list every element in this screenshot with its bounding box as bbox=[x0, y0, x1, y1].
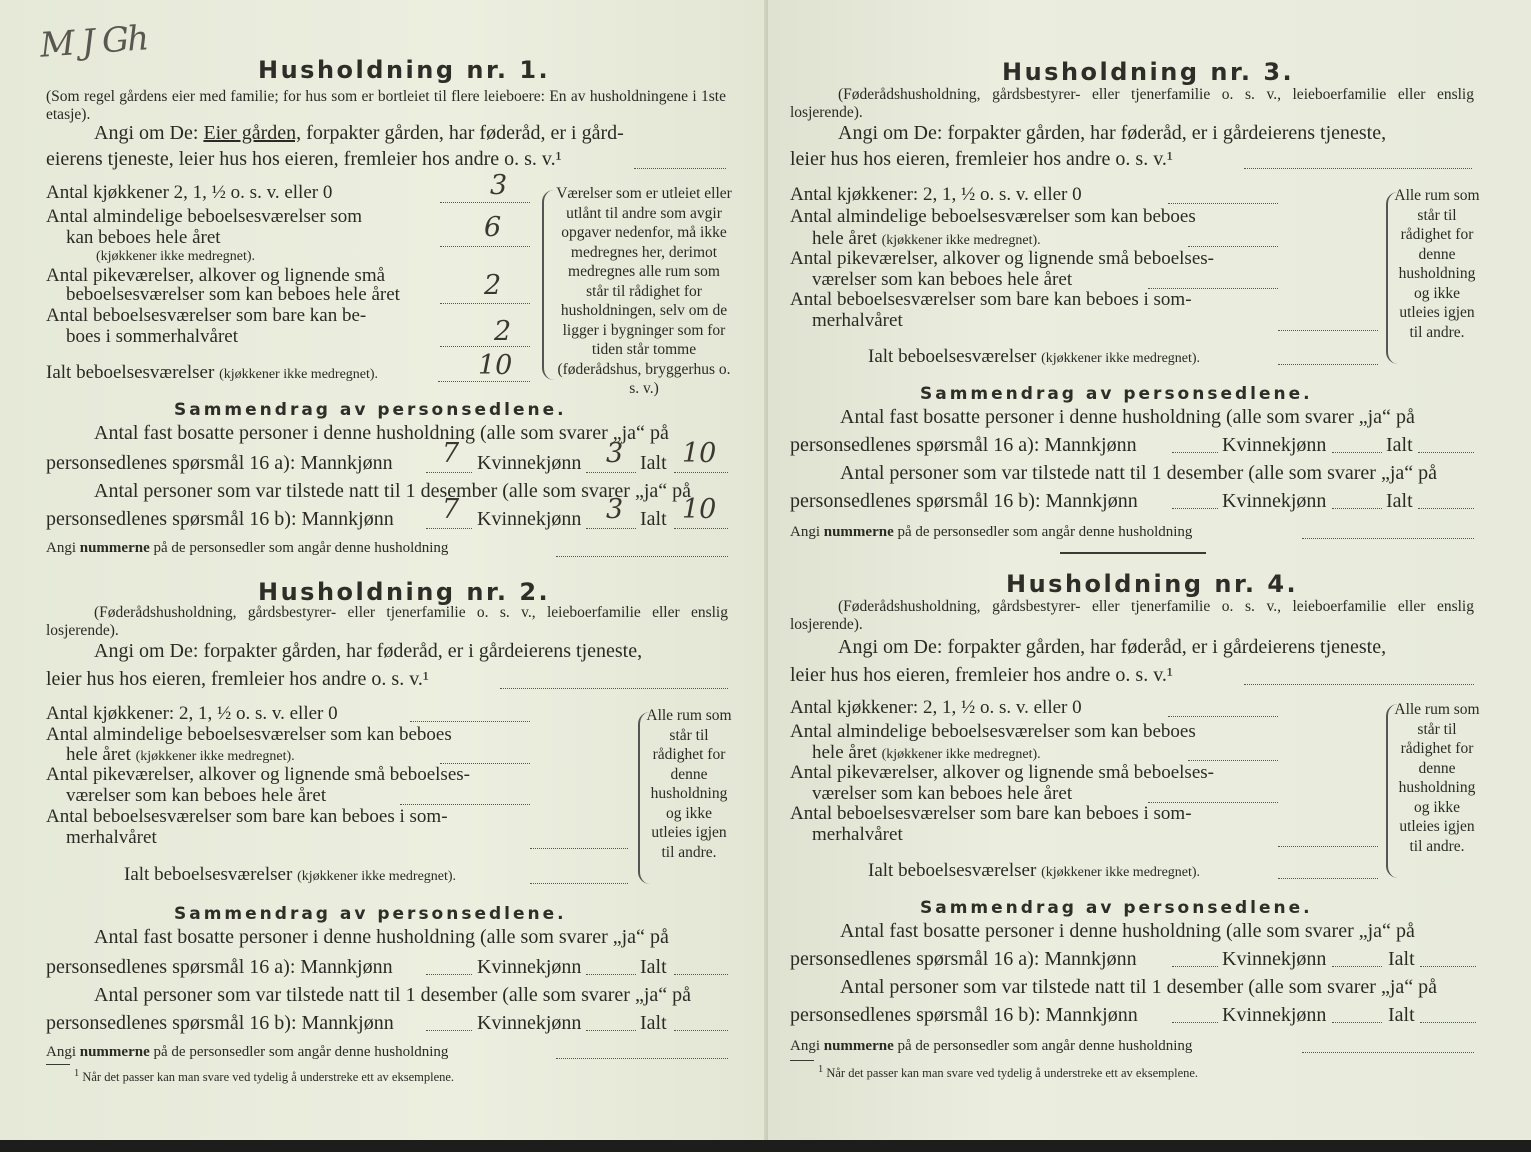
h3-fast-kvinne-line[interactable] bbox=[1332, 452, 1382, 453]
h3-angi-answer-line[interactable] bbox=[1244, 168, 1472, 169]
h4-angi-line1 bbox=[838, 636, 1386, 659]
footnote-left bbox=[74, 1068, 454, 1085]
h1-alm-label-a: Antal almindelige beboelsesværelser som bbox=[46, 206, 363, 227]
h2-nummer-line bbox=[46, 1044, 448, 1061]
h3-sommer-a: Antal beboelsesværelser som bare kan beboes i som- bbox=[790, 289, 1192, 310]
h1-nummer-line bbox=[46, 540, 448, 557]
household-1-title: Husholdning nr. 1. bbox=[258, 56, 551, 84]
alm-b: hele året bbox=[812, 228, 877, 249]
h3-nummer-line bbox=[790, 524, 1192, 541]
right-page bbox=[768, 0, 1531, 1140]
h2-kjokken-line[interactable] bbox=[410, 721, 530, 722]
h1-alm-label-c: (kjøkkener ikke medregnet). bbox=[96, 249, 255, 264]
h4-sommer-b: merhalvåret bbox=[812, 824, 903, 845]
h4-natt-kvinne-line[interactable] bbox=[1332, 1022, 1382, 1023]
h4-kjokken-label: Antal kjøkkener: 2, 1, ½ o. s. v. eller 0 bbox=[790, 697, 1082, 718]
nummer-a: Angi bbox=[46, 540, 76, 556]
h1-kjokken-answer: 3 bbox=[490, 170, 508, 201]
alm-paren: (kjøkkener ikke medregnet). bbox=[135, 749, 295, 764]
nummer-b: nummerne bbox=[823, 524, 894, 540]
h1-angi-answer-line[interactable] bbox=[634, 168, 726, 169]
angi-prefix: Angi om De: bbox=[838, 636, 943, 658]
h1-fast-kvinne-label: Kvinnekjønn bbox=[477, 452, 582, 474]
h1-sommer-answer: 2 bbox=[494, 316, 512, 347]
h2-natt-line1: Antal personer som var tilstede natt til 1 desember (alle som svarer „ja“ på bbox=[94, 984, 692, 1006]
h1-fast-line1: Antal fast bosatte personer i denne husholdning (alle som svarer „ja“ på bbox=[94, 422, 669, 444]
h4-nummer-answer-line[interactable] bbox=[1302, 1052, 1474, 1053]
h1-angi-line2: eierens tjeneste, leier hus hos eieren, fremleier hos andre o. s. v.¹ bbox=[46, 148, 562, 170]
h2-fast-ialt-line[interactable] bbox=[674, 974, 728, 975]
household-2-title: Husholdning nr. 2. bbox=[258, 578, 551, 606]
h1-ialt-rom-line[interactable] bbox=[438, 381, 530, 382]
h4-nummer-line bbox=[790, 1038, 1192, 1055]
h3-sommer-b: merhalvåret bbox=[812, 310, 903, 331]
h4-fast-ialt-line[interactable] bbox=[1420, 966, 1476, 967]
household-1-intro: (Som regel gårdens eier med familie; for hus som er bortleiet til flere leieboere: En av husholdningene i 1ste etasje). bbox=[46, 88, 726, 123]
h4-alm-b bbox=[812, 742, 1041, 764]
h3-alm-b bbox=[812, 228, 1041, 250]
h1-fast-ialt-answer: 10 bbox=[682, 438, 717, 469]
margin-handwritten-mark: M J Gh bbox=[38, 18, 149, 66]
footnote-mark: 1 bbox=[818, 1064, 824, 1075]
nummer-c: på de personsedler som angår denne husholdning bbox=[897, 524, 1193, 540]
fast-mann-label: personsedlenes spørsmål 16 a): Mannkjønn bbox=[46, 452, 393, 474]
h4-natt-ialt-label: Ialt bbox=[1388, 1004, 1415, 1026]
h1-kjokken-line[interactable] bbox=[440, 202, 530, 203]
h3-natt-line1: Antal personer som var tilstede natt til 1 desember (alle som svarer „ja“ på bbox=[840, 462, 1438, 484]
footnote-rule-left bbox=[46, 1064, 70, 1065]
h1-angi-line1 bbox=[94, 122, 624, 145]
h1-fast-kvinne-line[interactable] bbox=[586, 472, 636, 473]
h1-sommer-line[interactable] bbox=[440, 346, 530, 347]
h3-natt-kvinne-label: Kvinnekjønn bbox=[1222, 490, 1327, 512]
section-divider bbox=[1060, 552, 1206, 554]
h2-ialt-rom-line[interactable] bbox=[530, 883, 628, 884]
h2-pike-a: Antal pikeværelser, alkover og lignende små beboelses- bbox=[46, 764, 470, 785]
h4-natt-line2: personsedlenes spørsmål 16 b): Mannkjønn bbox=[790, 1004, 1138, 1026]
h3-sommer-line[interactable] bbox=[1278, 330, 1378, 331]
household-3-intro: (Føderådshusholdning, gårdsbestyrer- eller tjenerfamilie o. s. v., leieboerfamilie eller enslig losjerende). bbox=[790, 86, 1474, 121]
h4-side-note: Alle rum som står til rådighet for denne husholdning og ikke utleies igjen til andre. bbox=[1394, 701, 1480, 855]
h1-fast-line2 bbox=[46, 452, 393, 475]
alm-paren: (kjøkkener ikke medregnet). bbox=[881, 747, 1041, 762]
h4-fast-line1: Antal fast bosatte personer i denne husholdning (alle som svarer „ja“ på bbox=[840, 920, 1415, 942]
h2-nummer-answer-line[interactable] bbox=[556, 1058, 728, 1059]
h3-fast-line2: personsedlenes spørsmål 16 a): Mannkjønn bbox=[790, 434, 1137, 456]
h3-angi-line2: leier hus hos eieren, fremleier hos andre o. s. v.¹ bbox=[790, 148, 1173, 170]
ialt-rom-label: Ialt beboelsesværelser bbox=[868, 346, 1037, 367]
nummer-a: Angi bbox=[790, 524, 820, 540]
ialt-rom-label: Ialt beboelsesværelser bbox=[868, 860, 1037, 881]
h3-natt-mann-line[interactable] bbox=[1172, 508, 1218, 509]
h3-fast-ialt-label: Ialt bbox=[1386, 434, 1413, 456]
h3-natt-line2: personsedlenes spørsmål 16 b): Mannkjønn bbox=[790, 490, 1138, 512]
h1-angi-eier-underlined: Eier gården, bbox=[203, 122, 302, 144]
footnote-right bbox=[818, 1064, 1198, 1081]
h3-sammendrag-title: Sammendrag av personsedlene. bbox=[920, 384, 1313, 404]
h1-kjokken-label: Antal kjøkkener 2, 1, ½ o. s. v. eller 0 bbox=[46, 182, 333, 203]
h4-fast-line2: personsedlenes spørsmål 16 a): Mannkjønn bbox=[790, 948, 1137, 970]
h3-angi-line1 bbox=[838, 122, 1386, 145]
h2-sommer-line[interactable] bbox=[530, 848, 628, 849]
h4-ialt-rom bbox=[868, 860, 1200, 882]
h3-pike-a: Antal pikeværelser, alkover og lignende små beboelses- bbox=[790, 248, 1214, 269]
h1-fast-ialt-line[interactable] bbox=[674, 472, 728, 473]
angi-prefix: Angi om De: bbox=[94, 640, 199, 662]
nummer-c: på de personsedler som angår denne husholdning bbox=[153, 1044, 449, 1060]
h3-alm-a: Antal almindelige beboelsesværelser som kan beboes bbox=[790, 206, 1196, 227]
h2-natt-kvinne-label: Kvinnekjønn bbox=[477, 1012, 582, 1034]
h1-alm-label-b: kan beboes hele året bbox=[66, 227, 221, 248]
ialt-rom-paren: (kjøkkener ikke medregnet). bbox=[1041, 865, 1201, 880]
h3-pike-b: værelser som kan beboes hele året bbox=[812, 269, 1073, 290]
nummer-a: Angi bbox=[46, 1044, 76, 1060]
h3-natt-kvinne-line[interactable] bbox=[1332, 508, 1382, 509]
h3-fast-kvinne-label: Kvinnekjønn bbox=[1222, 434, 1327, 456]
h2-ialt-rom bbox=[124, 864, 456, 886]
h4-ialt-rom-line[interactable] bbox=[1278, 878, 1378, 879]
h1-ialt-rom bbox=[46, 362, 378, 384]
h4-kjokken-line[interactable] bbox=[1168, 716, 1278, 717]
footnote-text: Når det passer kan man svare ved tydelig å understreke ett av eksemplene. bbox=[82, 1070, 455, 1085]
h1-pike-label-b: beboelsesværelser som kan beboes hele året bbox=[66, 284, 400, 305]
h3-nummer-answer-line[interactable] bbox=[1302, 538, 1474, 539]
alm-paren: (kjøkkener ikke medregnet). bbox=[881, 233, 1041, 248]
h1-sommer-label-a: Antal beboelsesværelser som bare kan be- bbox=[46, 305, 367, 326]
h1-natt-mann-line[interactable] bbox=[426, 528, 472, 529]
h1-natt-line2: personsedlenes spørsmål 16 b): Mannkjønn bbox=[46, 508, 394, 530]
h1-natt-ialt-label: Ialt bbox=[640, 508, 667, 530]
h4-pike-a: Antal pikeværelser, alkover og lignende små beboelses- bbox=[790, 762, 1214, 783]
h1-fast-mann-line[interactable] bbox=[426, 472, 472, 473]
h4-sommer-a: Antal beboelsesværelser som bare kan beboes i som- bbox=[790, 803, 1192, 824]
h1-fast-ialt-label: Ialt bbox=[640, 452, 667, 474]
h1-side-note: Værelser som er utleiet eller utlånt til andre som avgir opgaver nedenfor, må ikke medregnes her, derimot medregnes alle rum som står til rådighet for husholdningen, selv om de ligger i bygninger som for tiden står tomme (føderådshus, bryggerhus o. s. v.) bbox=[556, 185, 732, 397]
household-4-title: Husholdning nr. 4. bbox=[1006, 570, 1299, 598]
h1-natt-line1: Antal personer som var tilstede natt til 1 desember (alle som svarer „ja“ på bbox=[94, 480, 692, 502]
h4-pike-b: værelser som kan beboes hele året bbox=[812, 783, 1073, 804]
h1-natt-ialt-line[interactable] bbox=[674, 528, 728, 529]
h2-fast-kvinne-label: Kvinnekjønn bbox=[477, 956, 582, 978]
h2-fast-line1: Antal fast bosatte personer i denne husholdning (alle som svarer „ja“ på bbox=[94, 926, 669, 948]
h3-side-note: Alle rum som står til rådighet for denne husholdning og ikke utleies igjen til andre. bbox=[1394, 187, 1480, 341]
h4-alm-a: Antal almindelige beboelsesværelser som kan beboes bbox=[790, 721, 1196, 742]
h2-fast-kvinne-line[interactable] bbox=[586, 974, 636, 975]
h2-fast-line2: personsedlenes spørsmål 16 a): Mannkjønn bbox=[46, 956, 393, 978]
nummer-b: nummerne bbox=[823, 1038, 894, 1054]
household-3-title: Husholdning nr. 3. bbox=[1002, 58, 1295, 86]
h2-fast-ialt-label: Ialt bbox=[640, 956, 667, 978]
h2-sommer-b: merhalvåret bbox=[66, 827, 157, 848]
h1-fast-kvinne-answer: 3 bbox=[606, 438, 624, 469]
h1-ialt-rom-answer: 10 bbox=[478, 350, 513, 381]
h1-pike-line[interactable] bbox=[440, 303, 530, 304]
ialt-rom-paren: (kjøkkener ikke medregnet). bbox=[1041, 351, 1201, 366]
h1-pike-label-a: Antal pikeværelser, alkover og lignende små bbox=[46, 265, 386, 286]
angi-prefix: Angi om De: bbox=[94, 122, 199, 144]
alm-b: hele året bbox=[66, 744, 131, 765]
left-page bbox=[0, 0, 768, 1140]
h1-natt-kvinne-label: Kvinnekjønn bbox=[477, 508, 582, 530]
h2-alm-b bbox=[66, 744, 295, 766]
alm-b: hele året bbox=[812, 742, 877, 763]
h4-alm-line[interactable] bbox=[1188, 760, 1278, 761]
nummer-c: på de personsedler som angår denne husholdning bbox=[897, 1038, 1193, 1054]
ialt-rom-label: Ialt beboelsesværelser bbox=[46, 362, 215, 383]
angi-rest: forpakter gården, har føderåd, er i gårdeierens tjeneste, bbox=[203, 640, 643, 662]
h3-fast-mann-line[interactable] bbox=[1172, 452, 1218, 453]
h1-natt-kvinne-answer: 3 bbox=[606, 494, 624, 525]
h4-sammendrag-title: Sammendrag av personsedlene. bbox=[920, 898, 1313, 918]
h4-sommer-line[interactable] bbox=[1278, 846, 1378, 847]
h1-natt-mann-answer: 7 bbox=[442, 494, 460, 525]
h3-kjokken-line[interactable] bbox=[1168, 203, 1278, 204]
h2-pike-b: værelser som kan beboes hele året bbox=[66, 785, 327, 806]
h3-natt-ialt-label: Ialt bbox=[1386, 490, 1413, 512]
h1-pike-answer: 2 bbox=[484, 270, 502, 301]
h4-natt-kvinne-label: Kvinnekjønn bbox=[1222, 1004, 1327, 1026]
h2-side-note: Alle rum som står til rådighet for denne husholdning og ikke utleies igjen til andre. bbox=[646, 707, 732, 861]
h2-sammendrag-title: Sammendrag av personsedlene. bbox=[174, 904, 567, 924]
h4-angi-line2: leier hus hos eieren, fremleier hos andre o. s. v.¹ bbox=[790, 664, 1173, 686]
h2-natt-ialt-label: Ialt bbox=[640, 1012, 667, 1034]
h4-fast-ialt-label: Ialt bbox=[1388, 948, 1415, 970]
ialt-rom-label: Ialt beboelsesværelser bbox=[124, 864, 293, 885]
nummer-b: nummerne bbox=[79, 1044, 150, 1060]
nummer-b: nummerne bbox=[79, 540, 150, 556]
h3-fast-ialt-line[interactable] bbox=[1418, 452, 1474, 453]
h2-angi-line1 bbox=[94, 640, 642, 663]
footnote-text: Når det passer kan man svare ved tydelig å understreke ett av eksemplene. bbox=[826, 1066, 1199, 1081]
h2-natt-kvinne-line[interactable] bbox=[586, 1030, 636, 1031]
angi-rest: forpakter gården, har føderåd, er i gårdeierens tjeneste, bbox=[947, 122, 1387, 144]
angi-rest: forpakter gården, har føderåd, er i gårdeierens tjeneste, bbox=[947, 636, 1387, 658]
footnote-rule-right bbox=[790, 1060, 814, 1061]
h1-fast-mann-answer: 7 bbox=[442, 438, 460, 469]
household-2-intro: (Føderådshusholdning, gårdsbestyrer- eller tjenerfamilie o. s. v., leieboerfamilie eller enslig losjerende). bbox=[46, 604, 728, 639]
h2-sommer-a: Antal beboelsesværelser som bare kan beboes i som- bbox=[46, 806, 448, 827]
h3-kjokken-label: Antal kjøkkener: 2, 1, ½ o. s. v. eller 0 bbox=[790, 184, 1082, 205]
h4-angi-answer-line[interactable] bbox=[1244, 684, 1474, 685]
h1-natt-ialt-answer: 10 bbox=[682, 494, 717, 525]
h3-natt-ialt-line[interactable] bbox=[1418, 508, 1474, 509]
h2-natt-ialt-line[interactable] bbox=[674, 1030, 728, 1031]
h1-angi-rest: forpakter gården, har føderåd, er i gård- bbox=[306, 122, 624, 144]
h1-nummer-answer-line[interactable] bbox=[556, 556, 728, 557]
nummer-a: Angi bbox=[790, 1038, 820, 1054]
h2-angi-answer-line[interactable] bbox=[500, 688, 728, 689]
h3-fast-line1: Antal fast bosatte personer i denne husholdning (alle som svarer „ja“ på bbox=[840, 406, 1415, 428]
h1-sommer-label-b: boes i sommerhalvåret bbox=[66, 326, 239, 347]
h2-natt-mann-line[interactable] bbox=[426, 1030, 472, 1031]
h2-angi-line2: leier hus hos eieren, fremleier hos andre o. s. v.¹ bbox=[46, 668, 429, 690]
ialt-rom-paren: (kjøkkener ikke medregnet). bbox=[219, 367, 379, 382]
h3-ialt-rom-line[interactable] bbox=[1278, 364, 1378, 365]
h1-sammendrag-title: Sammendrag av personsedlene. bbox=[174, 400, 567, 420]
ialt-rom-paren: (kjøkkener ikke medregnet). bbox=[297, 869, 457, 884]
footnote-mark: 1 bbox=[74, 1068, 80, 1079]
h4-fast-kvinne-label: Kvinnekjønn bbox=[1222, 948, 1327, 970]
household-4-intro: (Føderådshusholdning, gårdsbestyrer- eller tjenerfamilie o. s. v., leieboerfamilie eller enslig losjerende). bbox=[790, 598, 1474, 633]
h2-pike-line[interactable] bbox=[400, 804, 530, 805]
h4-natt-ialt-line[interactable] bbox=[1420, 1022, 1476, 1023]
nummer-c: på de personsedler som angår denne husholdning bbox=[153, 540, 449, 556]
h3-ialt-rom bbox=[868, 346, 1200, 368]
h1-alm-answer: 6 bbox=[484, 212, 502, 243]
h4-natt-line1: Antal personer som var tilstede natt til 1 desember (alle som svarer „ja“ på bbox=[840, 976, 1438, 998]
h4-natt-mann-line[interactable] bbox=[1172, 1022, 1218, 1023]
h1-alm-line[interactable] bbox=[440, 246, 530, 247]
h4-fast-mann-line[interactable] bbox=[1172, 966, 1218, 967]
h2-natt-line2: personsedlenes spørsmål 16 b): Mannkjønn bbox=[46, 1012, 394, 1034]
h2-fast-mann-line[interactable] bbox=[426, 974, 472, 975]
h1-natt-kvinne-line[interactable] bbox=[586, 528, 636, 529]
h2-alm-a: Antal almindelige beboelsesværelser som kan beboes bbox=[46, 724, 452, 745]
h3-alm-line[interactable] bbox=[1188, 246, 1278, 247]
h4-fast-kvinne-line[interactable] bbox=[1332, 966, 1382, 967]
angi-prefix: Angi om De: bbox=[838, 122, 943, 144]
h2-kjokken-label: Antal kjøkkener: 2, 1, ½ o. s. v. eller 0 bbox=[46, 703, 338, 724]
